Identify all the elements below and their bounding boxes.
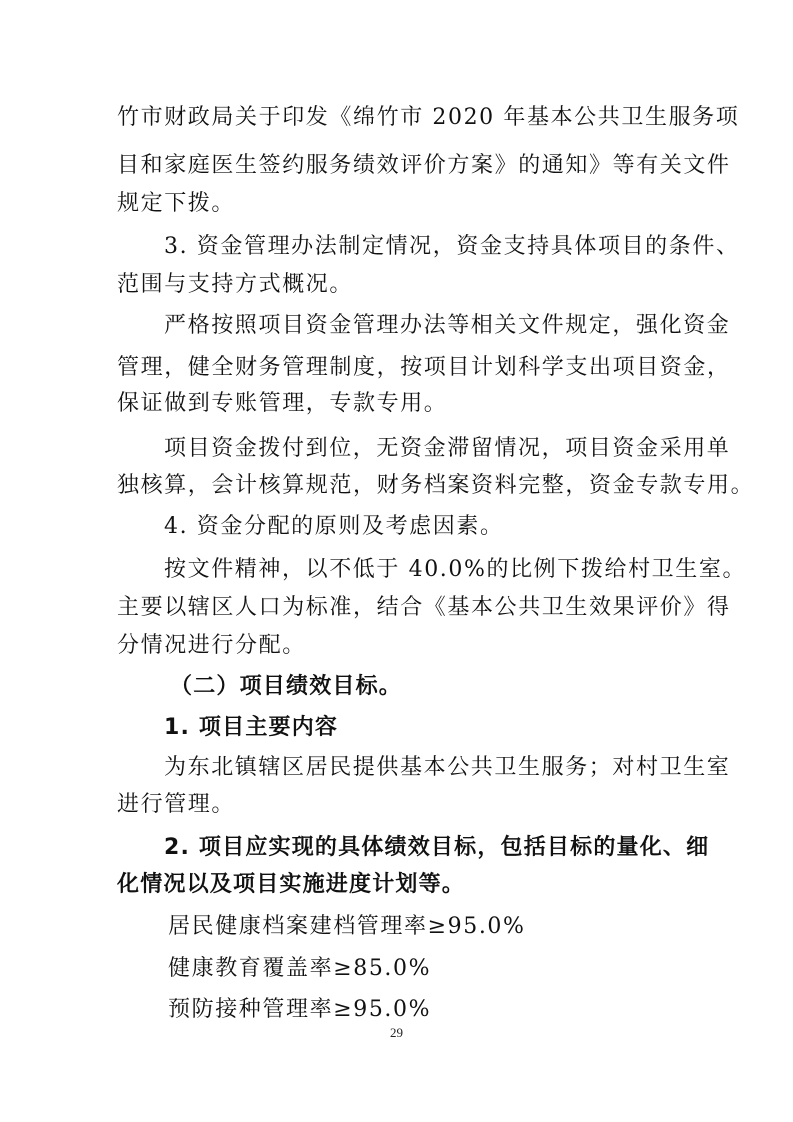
paragraph-line: 分情况进行分配。 bbox=[117, 633, 306, 658]
paragraph-line: 管理，健全财务管理制度，按项目计划科学支出项目资金， bbox=[117, 355, 731, 380]
section-heading: 4. 资金分配的原则及考虑因素。 bbox=[164, 514, 504, 539]
section-heading: 3. 资金管理办法制定情况，资金支持具体项目的条件、 bbox=[164, 234, 740, 259]
paragraph-line: 主要以辖区人口为标准，结合《基本公共卫生效果评价》得 bbox=[117, 595, 731, 620]
paragraph-line: 目和家庭医生签约服务绩效评价方案》的通知》等有关文件 bbox=[117, 153, 731, 178]
paragraph-line: 项目资金拨付到位，无资金滞留情况，项目资金采用单 bbox=[164, 436, 731, 461]
subsection-title: （二）项目绩效目标。 bbox=[170, 674, 403, 699]
paragraph-line: 为东北镇辖区居民提供基本公共卫生服务；对村卫生室 bbox=[164, 755, 731, 780]
section-heading-continued: 范围与支持方式概况。 bbox=[117, 272, 354, 297]
paragraph-line: 进行管理。 bbox=[117, 792, 236, 817]
paragraph-line: 独核算，会计核算规范，财务档案资料完整，资金专款专用。 bbox=[117, 473, 755, 498]
paragraph-line: 保证做到专账管理，专款专用。 bbox=[117, 391, 448, 416]
paragraph-line: 严格按照项目资金管理办法等相关文件规定，强化资金 bbox=[164, 313, 731, 338]
paragraph-line: 按文件精神，以不低于 40.0%的比例下拨给村卫生室。 bbox=[164, 557, 747, 582]
item-heading-continued: 化情况以及项目实施进度计划等。 bbox=[117, 872, 466, 897]
paragraph-line: 规定下拨。 bbox=[117, 191, 236, 216]
metric-line: 健康教育覆盖率≥85.0% bbox=[168, 956, 432, 981]
item-heading: 2. 项目应实现的具体绩效目标，包括目标的量化、细 bbox=[164, 835, 710, 860]
metric-line: 预防接种管理率≥95.0% bbox=[168, 997, 432, 1022]
paragraph-line: 竹市财政局关于印发《绵竹市 2020 年基本公共卫生服务项 bbox=[117, 105, 740, 130]
metric-line: 居民健康档案建档管理率≥95.0% bbox=[168, 914, 526, 939]
item-heading: 1. 项目主要内容 bbox=[164, 715, 339, 740]
page-number: 29 bbox=[390, 1025, 403, 1040]
